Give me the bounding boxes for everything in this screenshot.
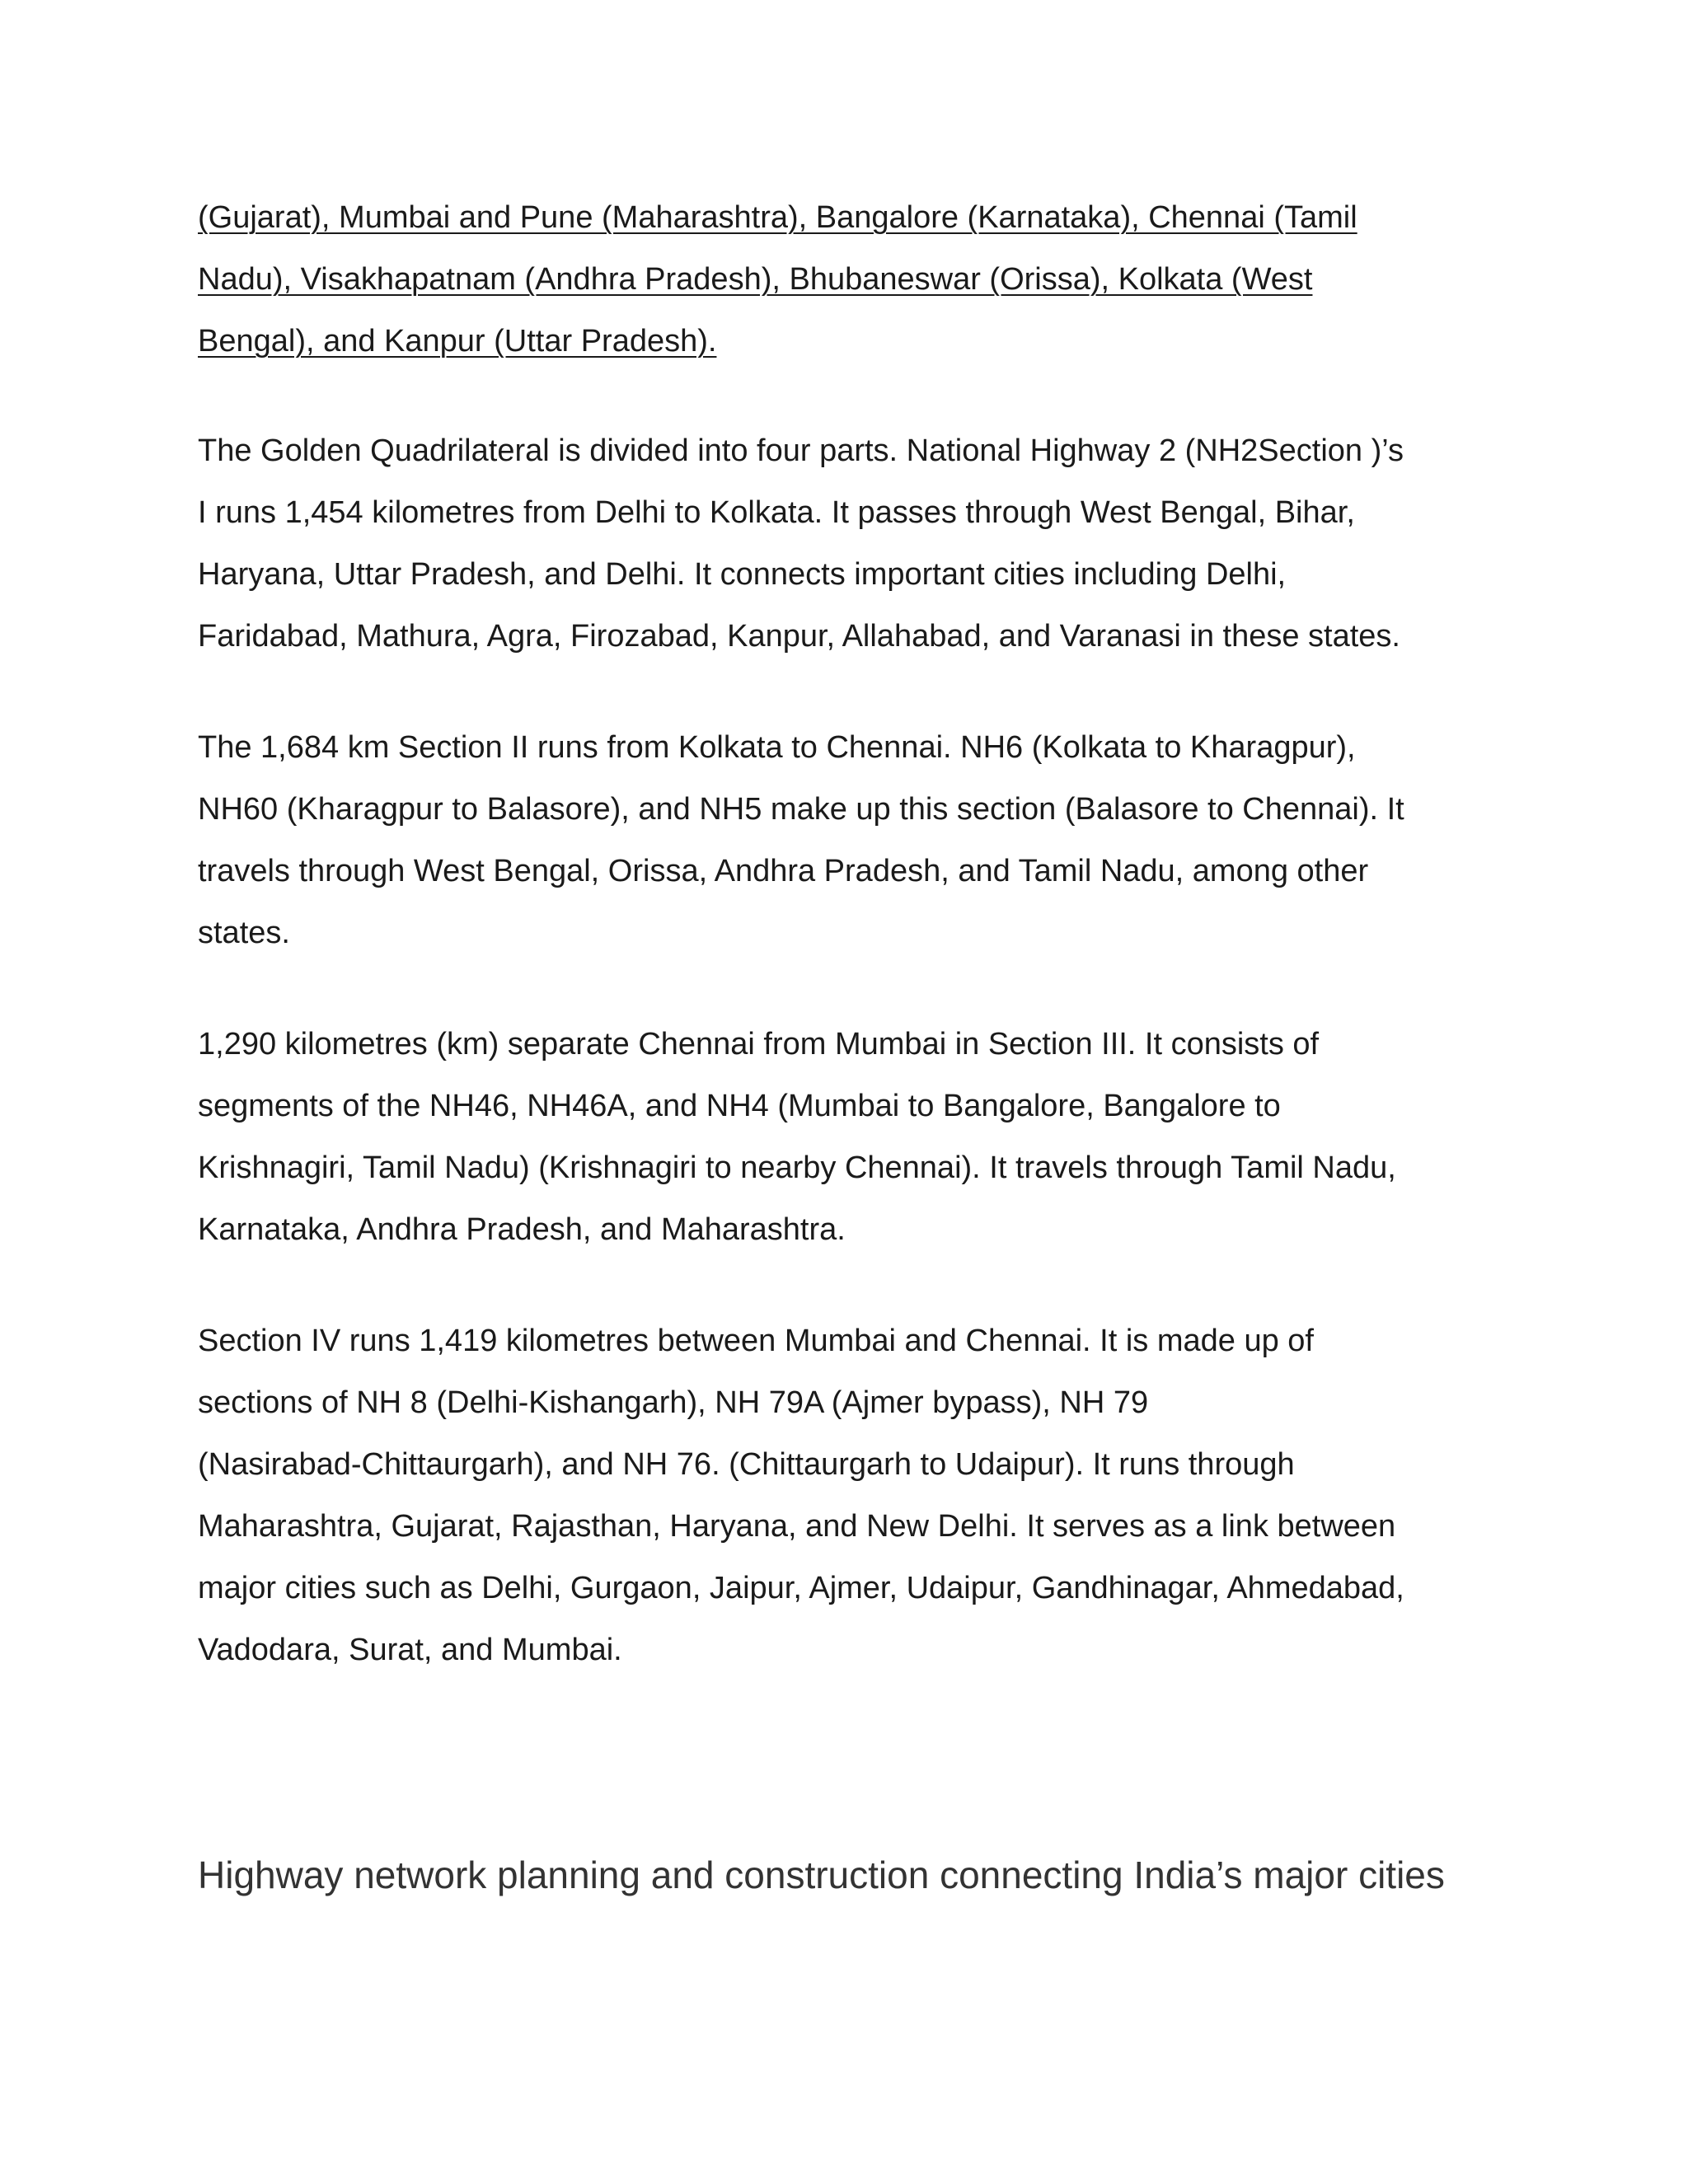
text-line: Bengal), and Kanpur (Uttar Pradesh). (198, 324, 717, 359)
text-line: Nadu), Visakhapatnam (Andhra Pradesh), Bhubaneswar (Orissa), Kolkata (West (198, 262, 1313, 297)
paragraph-cities-list (198, 187, 1500, 373)
text-line: Haryana, Uttar Pradesh, and Delhi. It connects important cities including Delhi, (198, 557, 1287, 592)
text-line: travels through West Bengal, Orissa, Andhra Pradesh, and Tamil Nadu, among other (198, 854, 1369, 888)
text-line: Vadodara, Surat, and Mumbai. (198, 1633, 622, 1667)
text-line: The Golden Quadrilateral is divided into four parts. National Highway 2 (NH2Section )’s (198, 434, 1404, 468)
text-line: Krishnagiri, Tamil Nadu) (Krishnagiri to nearby Chennai). It travels through Tamil Nadu, (198, 1151, 1396, 1185)
text-line: Maharashtra, Gujarat, Rajasthan, Haryana, and New Delhi. It serves as a link between (198, 1509, 1396, 1544)
text-line: The 1,684 km Section II runs from Kolkata to Chennai. NH6 (Kolkata to Kharagpur), (198, 730, 1356, 765)
text-line: segments of the NH46, NH46A, and NH4 (Mumbai to Bangalore, Bangalore to (198, 1089, 1281, 1123)
text-line: major cities such as Delhi, Gurgaon, Jaipur, Ajmer, Udaipur, Gandhinagar, Ahmedabad, (198, 1571, 1404, 1605)
text-line: I runs 1,454 kilometres from Delhi to Kolkata. It passes through West Bengal, Bihar, (198, 495, 1355, 530)
paragraph-section-three (198, 1014, 1500, 1261)
text-line: 1,290 kilometres (km) separate Chennai from Mumbai in Section III. It consists of (198, 1027, 1320, 1062)
text-line: (Nasirabad-Chittaurgarh), and NH 76. (Chittaurgarh to Udaipur). It runs through (198, 1447, 1295, 1482)
text-line: (Gujarat), Mumbai and Pune (Maharashtra), Bangalore (Karnataka), Chennai (Tamil (198, 200, 1357, 235)
text-line: Karnataka, Andhra Pradesh, and Maharashtra. (198, 1212, 846, 1247)
paragraph-section-one (198, 420, 1500, 668)
text-line: NH60 (Kharagpur to Balasore), and NH5 make up this section (Balasore to Chennai). It (198, 792, 1404, 827)
text-line: states. (198, 916, 290, 950)
text-line: Section IV runs 1,419 kilometres between Mumbai and Chennai. It is made up of (198, 1324, 1314, 1358)
text-line: Faridabad, Mathura, Agra, Firozabad, Kanpur, Allahabad, and Varanasi in these states. (198, 619, 1400, 654)
text-line: sections of NH 8 (Delhi-Kishangarh), NH 79A (Ajmer bypass), NH 79 (198, 1385, 1149, 1420)
section-heading: Highway network planning and construction connecting India’s major cities (198, 1854, 1445, 1896)
paragraph-section-two (198, 717, 1500, 964)
paragraph-section-four (198, 1310, 1500, 1681)
